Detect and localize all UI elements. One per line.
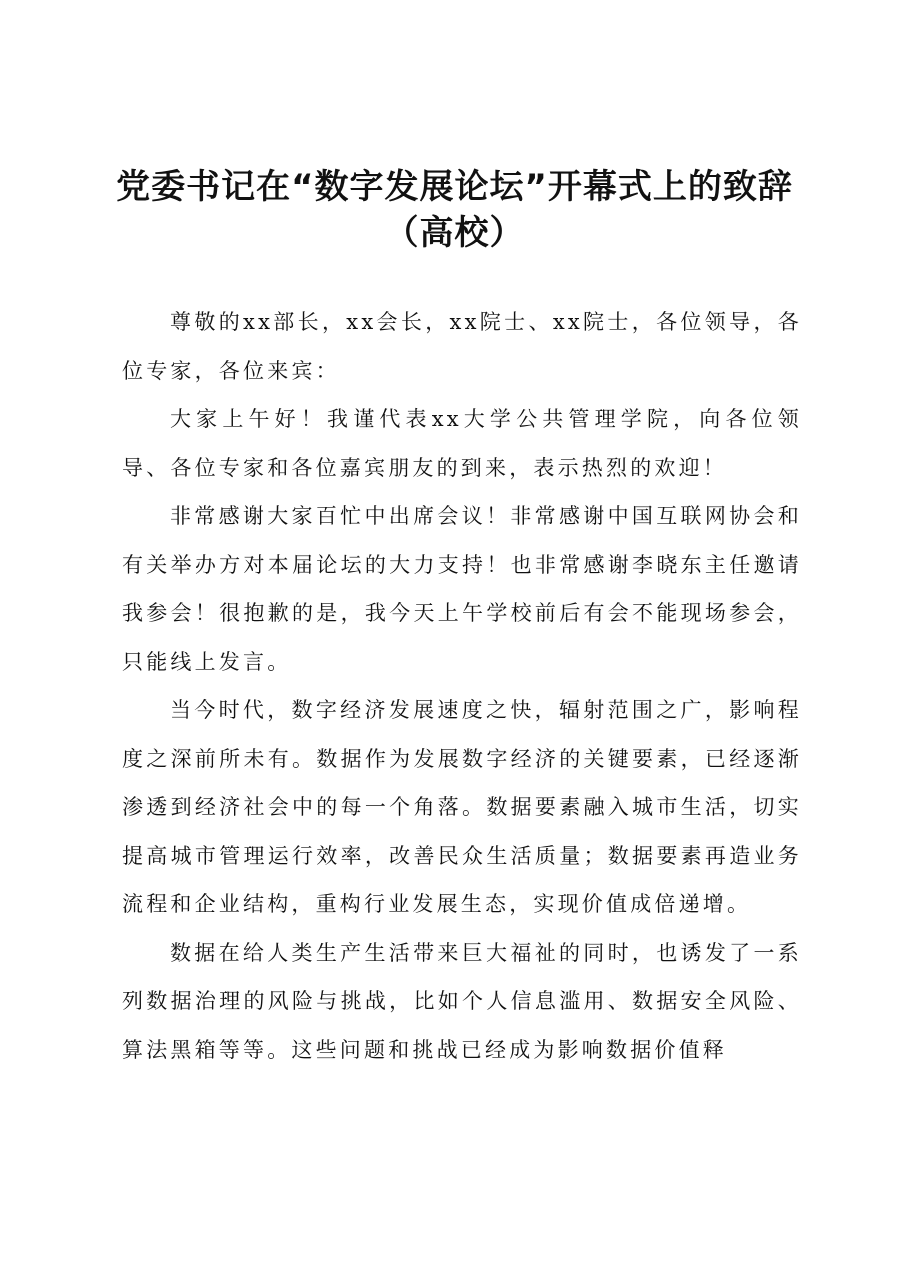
paragraph-thanks: 非常感谢大家百忙中出席会议！非常感谢中国互联网协会和有关举办方对本届论坛的大力支持！也非常感谢李晓东主任邀请我参会！很抱歉的是，我今天上午学校前后有会不能现场参会，只能线上发言。 bbox=[122, 504, 802, 674]
document-title-line-2: （高校） bbox=[384, 213, 525, 253]
document-body bbox=[122, 298, 802, 1074]
paragraph-greeting: 尊敬的xx部长，xx会长，xx院士、xx院士，各位领导，各位专家，各位来宾： bbox=[122, 310, 802, 383]
paragraph-digital-economy: 当今时代，数字经济发展速度之快，辐射范围之广，影响程度之深前所未有。数据作为发展数字经济的关键要素，已经逐渐渗透到经济社会中的每一个角落。数据要素融入城市生活，切实提高城市管理运行效率，改善民众生活质量；数据要素再造业务流程和企业结构，重构行业发展生态，实现价值成倍递增。 bbox=[122, 698, 802, 916]
document-title-line-1: 党委书记在“数字发展论坛”开幕式上的致辞 bbox=[116, 167, 793, 207]
paragraph-data-governance: 数据在给人类生产生活带来巨大福祉的同时，也诱发了一系列数据治理的风险与挑战，比如个人信息滥用、数据安全风险、算法黑箱等等。这些问题和挑战已经成为影响数据价值释 bbox=[122, 940, 802, 1062]
paragraph-welcome: 大家上午好！我谨代表xx大学公共管理学院，向各位领导、各位专家和各位嘉宾朋友的到来，表示热烈的欢迎！ bbox=[122, 407, 802, 480]
